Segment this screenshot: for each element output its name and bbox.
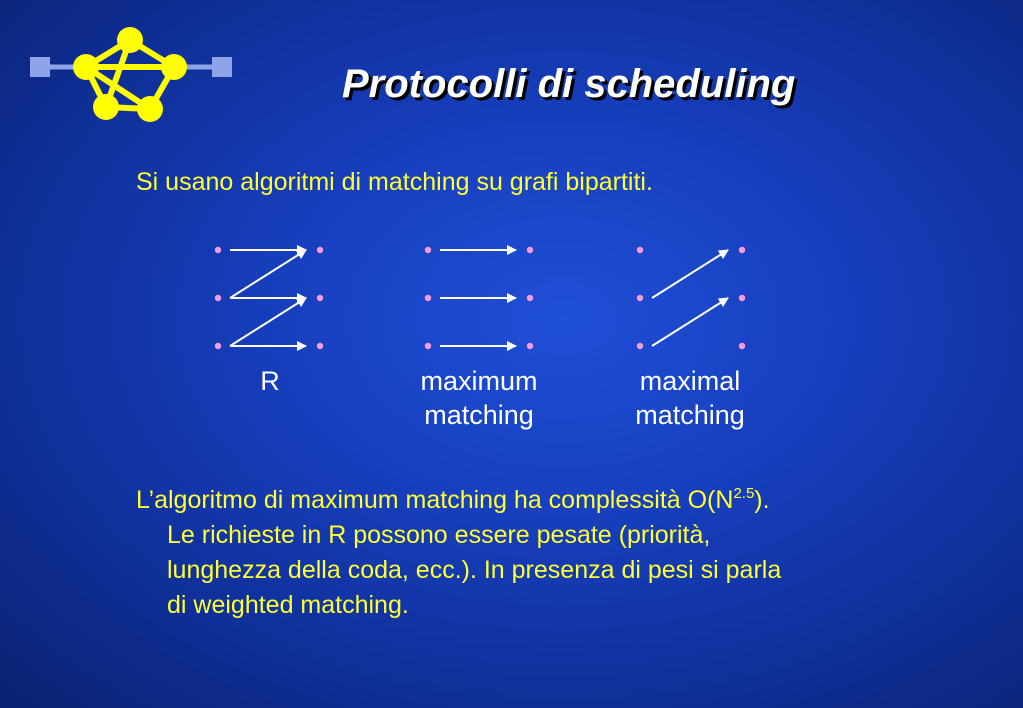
logo-node <box>93 94 119 120</box>
matching-edge <box>230 298 306 346</box>
matching-edge <box>652 250 728 298</box>
graph-node <box>637 295 643 301</box>
graph-node <box>637 343 643 349</box>
graph-node <box>317 295 323 301</box>
caption-maximal-matching <box>590 364 790 432</box>
caption-line: matching <box>424 400 534 430</box>
caption-line: maximum <box>420 366 538 396</box>
logo-node <box>161 54 187 80</box>
caption-line: R <box>260 366 280 396</box>
paragraph-text: ). <box>754 486 770 514</box>
caption-line: matching <box>635 400 745 430</box>
network-graph-logo-icon <box>28 22 238 126</box>
graph-node <box>215 247 221 253</box>
graph-node <box>425 343 431 349</box>
logo-node <box>117 27 143 53</box>
matching-edge <box>230 250 306 298</box>
paragraph-line-2: Le richieste in R possono essere pesate (priorità, <box>167 521 711 549</box>
intro-text: Si usano algoritmi di matching su grafi bipartiti. <box>136 168 653 196</box>
graph-node <box>317 247 323 253</box>
graph-node <box>739 343 745 349</box>
paragraph-text: L’algoritmo di maximum matching ha complessità O(N <box>136 486 734 514</box>
graph-node <box>527 247 533 253</box>
logo-node <box>137 96 163 122</box>
logo-right-link-block <box>212 57 232 77</box>
graph-node <box>317 343 323 349</box>
caption-r <box>170 364 370 398</box>
graph-node <box>425 295 431 301</box>
graph-node <box>739 247 745 253</box>
caption-line: maximal <box>639 366 741 396</box>
logo-node <box>73 54 99 80</box>
graph-node <box>637 247 643 253</box>
graph-node <box>527 343 533 349</box>
graph-node <box>215 295 221 301</box>
logo-left-link-block <box>30 57 50 77</box>
matching-edge <box>652 298 728 346</box>
paragraph-line-4: di weighted matching. <box>167 591 409 619</box>
graph-node <box>527 295 533 301</box>
graph-node <box>215 343 221 349</box>
complexity-paragraph <box>136 483 996 623</box>
exponent: 2.5 <box>733 485 755 502</box>
graph-node <box>739 295 745 301</box>
paragraph-line-3: lunghezza della coda, ecc.). In presenza di pesi si parla <box>167 556 782 584</box>
paragraph-line-1 <box>136 483 996 518</box>
graph-node <box>425 247 431 253</box>
bipartite-matching-diagrams <box>200 236 760 360</box>
page-title: Protocolli di scheduling <box>342 62 796 106</box>
caption-maximum-matching <box>379 364 579 432</box>
